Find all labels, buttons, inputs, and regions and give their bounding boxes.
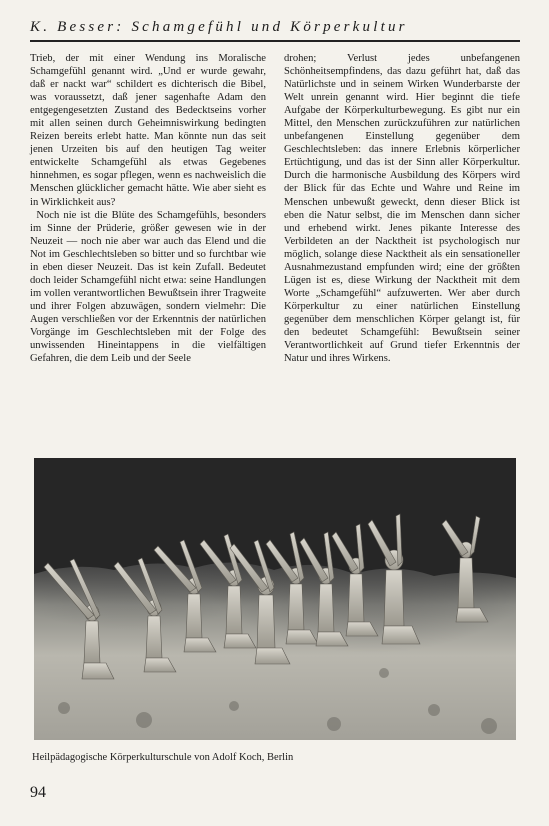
left-column — [30, 52, 266, 365]
header-rule — [30, 40, 520, 42]
running-header: K. Besser: Schamgefühl und Körperkultur — [30, 19, 408, 35]
page-number: 94 — [30, 784, 46, 801]
right-paragraph-1: drohen; Verlust jedes unbefangenen Schönheitsempfindens, das dazu geführt hat, daß das Natürlichste und in seinem Wirken Wunderbarste der Welt unrein genannt wird. Hier beginnt die tiefe Aufgabe der Körperkulturbewegung. Es gibt nur ein Mittel, den Menschen zurückzuführen zur natürlichen unbefangenen Einstellung gegenüber dem Geschlechtsleben: das innere Erlebnis körperlicher Ertüchtigung, und das ist der Sinn aller Körperkultur. Durch die harmonische Ausbildung des Körpers wird der Blick für das Echte und Wahre und Reine im Menschen unbewußt geweckt, denn dieser Blick ist eben die Natur selbst, die im Menschen dann sicher und erhebend wirkt. Jenes pikante Interesse des Verbildeten an der Nacktheit ist psychologisch nur möglich, solange diese Nacktheit als ein sensationeller Ausnahmezustand empfunden wird; eine der größten Lügen ist es, diese Wirkung der Nacktheit mit dem Worte „Schamgefühl“ aufzuwerten. Wer aber durch Körperkultur zu einer natürlichen Einstellung gegenüber dem menschlichen Körper gelangt ist, für den bedeutet Schamgefühl: Bewußtsein seiner Verantwortlichkeit auf Grund tiefer Erkenntnis der Natur und ihres Wirkens. — [284, 53, 520, 365]
photograph-kneeling-group-icon — [34, 458, 516, 740]
right-column — [284, 52, 520, 365]
left-paragraph-1: Trieb, der mit einer Wendung ins Moralische Schamgefühl genannt wird. „Und er wurde gewahr, daß er nackt war“ schildert es dichterisch die Bibel, was voraussetzt, daß jener sagenhafte Adam den entgegengesetzten Zustand des Bedecktseins vorher mit allen seinen durch Geheimniswirkung bedingten Reizen bereits erlebt hatte. Man könnte nun das seit jenen Urzeiten bis auf den heutigen Tag weiter entwickelte Schamgefühl als etwas Gegebenes hinnehmen, es sogar pflegen, wenn es nachweislich die Menschen glücklicher gemacht hätte. Wie aber sieht es in Wirklichkeit aus? — [30, 53, 266, 208]
photograph — [34, 458, 516, 740]
left-paragraph-2: Noch nie ist die Blüte des Schamgefühls, besonders im Sinne der Prüderie, größer gewesen wie in der Neuzeit — noch nie aber war auch das Elend und die Not im Geschlechtsleben so bitter und so furchtbar wie in eben dieser Neuzeit. Das ist kein Zufall. Bedeutet doch leider Schamgefühl nicht etwa: seine Handlungen im vollen verantwortlichen Bewußtsein ihrer Tragweite und ihrer Folgen abzuwägen, sondern vielmehr: Die Augen verschließen vor der Erkenntnis der natürlichen Vorgänge im Geschlechtsleben mit der Folge des unwissenden Hineintappens in die vielfältigen Gefahren, die dem Leib und der Seele — [30, 209, 266, 365]
photo-caption: Heilpädagogische Körperkulturschule von Adolf Koch, Berlin — [32, 752, 294, 763]
